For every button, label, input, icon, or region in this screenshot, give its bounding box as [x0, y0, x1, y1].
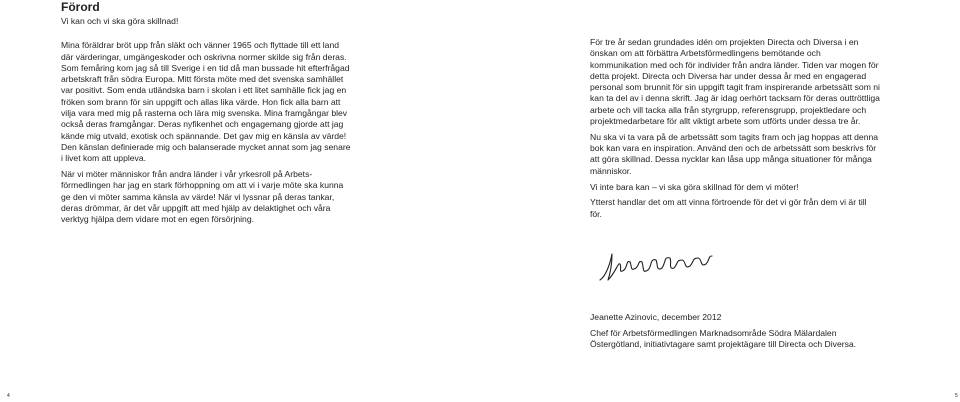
page-number-right: 5	[955, 393, 958, 399]
page-number-left: 4	[7, 393, 10, 399]
intro-sentence: Vi kan och vi ska göra skillnad!	[61, 16, 179, 26]
right-column	[590, 37, 880, 224]
author-name-date: Jeanette Azinovic, december 2012	[590, 312, 722, 322]
sign-off	[590, 312, 890, 355]
left-paragraph-2: När vi möter människor från andra länder i vår yrkesroll på Arbets-förmedlingen har jag en stark förhoppning om att vi i varje möte ska kunna ge den vi möter samma känsla av värde! När vi lyssnar på deras tankar, deras drömmar, är det vår uppgift att med hjälp av delaktighet och våra verktyg hjälpa dem vidare mot en egen försörjning.	[61, 169, 344, 225]
right-paragraph-3: Vi inte bara kan – vi ska göra skillnad för dem vi möter!	[590, 181, 799, 192]
author-title: Chef för Arbetsförmedlingen Marknadsområde Södra Mälardalen Östergötland, initiativtagare samt projektägare till Directa och Diversa.	[590, 327, 857, 350]
right-paragraph-4: Ytterst handlar det om att vinna förtroende för det vi gör från dem vi är till för.	[590, 197, 867, 219]
page-title: Förord	[61, 0, 100, 14]
right-paragraph-1: För tre år sedan grundades idén om projekten Directa och Diversa i en önskan om att förbättra Arbetsförmedlingens bemötande och kommunikation med och för individer från andra länder. Tiden var mogen för detta projekt. Directa och Diversa har under dessa år med en engagerad personal som brunnit för sin uppgift tagit fram inspirerande arbetssätt som ni kan ta del av i denna skrift. Jag är idag oerhört tacksam för deras outtröttliga arbete och vill tacka alla från styrgrupp, referensgrupp, projektledare och projektmedarbetare för allt viktigt arbete som utförts under dessa tre år.	[590, 37, 880, 127]
left-paragraph-1: Mina föräldrar bröt upp från släkt och vänner 1965 och flyttade till ett land där värderingar, umgängeskoder och oskrivna normer skilde sig från deras. Som femåring kom jag så till Sverige i en tid då man bussade hit efterfrågad arbetskraft från södra Europa. Mitt första möte med det svenska samhället var positivt. Som enda utländska barn i skolan i ett litet samhälle fick jag en fröken som brann för sin uppgift och allas lika värde. Hon fick alla barn att vilja vara med mig på rasterna och lära mig svenska. Mina framgångar blev också deras framgångar. Deras nyfikenhet och engagemang gjorde att jag kände mig utvald, exotisk och spännande. Det gav mig en känsla av värde! Den känslan definierade mig och balanserade mycket annat som jag senare i livet kom att uppleva.	[61, 40, 351, 164]
left-column	[61, 16, 351, 230]
handwritten-signature	[596, 250, 716, 284]
right-paragraph-2: Nu ska vi ta vara på de arbetssätt som tagits fram och jag hoppas att denna bok kan vara en inspiration. Använd den och de arbetssätt som beskrivs för att göra skillnad. Dessa nycklar kan låsa upp många situationer för många människor.	[590, 131, 879, 176]
